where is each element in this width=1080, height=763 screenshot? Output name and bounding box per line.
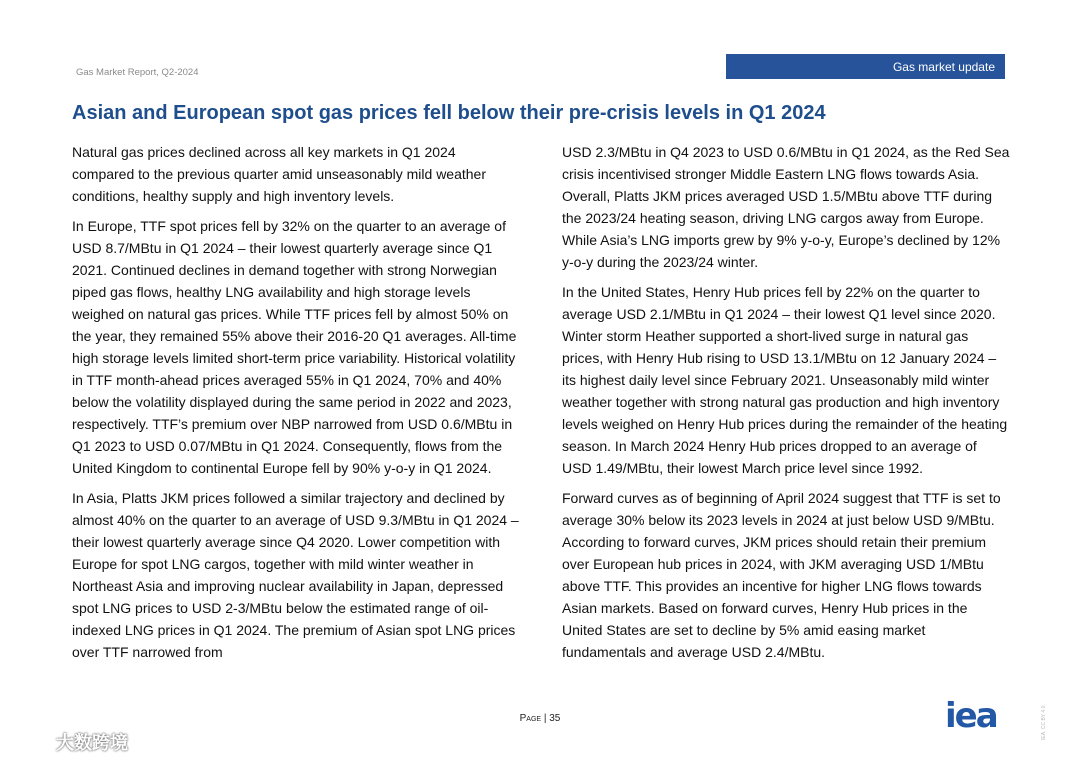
paragraph: In the United States, Henry Hub prices fell by 22% on the quarter to average USD 2.1/MBtu in Q1 2024 – their lowest Q1 level since 2020. Winter storm Heather supported a short-lived surge in natural gas prices, with Henry Hub rising to USD 13.1/MBtu on 12 January 2024 – its highest daily level since February 2021. Unseasonably mild winter weather together with strong natural gas production and high inventory levels weighed on Henry Hub prices during the remainder of the heating season. In March 2024 Henry Hub prices dropped to an average of USD 1.49/MBtu, their lowest March price level since 1992. (562, 284, 1008, 476)
watermark (10, 729, 128, 755)
paragraph: USD 2.3/MBtu in Q4 2023 to USD 0.6/MBtu in Q1 2024, as the Red Sea crisis incentivised stronger Middle Eastern LNG flows towards Asia. Overall, Platts JKM prices averaged USD 1.5/MBtu above TTF during the 2023/24 heating season, driving LNG cargos away from Europe. While Asia’s LNG imports grew by 9% y-o-y, Europe’s declined by 12% y-o-y during the 2023/24 winter. (562, 144, 1010, 270)
page-separator: | (541, 713, 550, 724)
right-column (562, 141, 1010, 671)
page-number-value: 35 (549, 713, 561, 724)
page-number (0, 713, 1080, 724)
paragraph: Forward curves as of beginning of April 2024 suggest that TTF is set to average 30% below its 2023 levels in 2024 at just below USD 9/MBtu. According to forward curves, JKM prices should retain their premium over European hub prices in 2024, with JKM averaging USD 1/MBtu above TTF. This provides an incentive for higher LNG flows towards Asian markets. Based on forward curves, Henry Hub prices in the United States are set to decline by 5% amid easing market fundamentals and average USD 2.4/MBtu. (562, 490, 1001, 660)
iea-logo: iea (945, 696, 997, 736)
license-text: IEA. CC BY 4.0. (1041, 704, 1047, 740)
watermark-text: 大数跨境 (56, 733, 128, 753)
watermark-logo-icon (10, 730, 50, 754)
page-word: Page (519, 713, 542, 724)
left-column (72, 141, 520, 671)
page-title: Asian and European spot gas prices fell below their pre-crisis levels in Q1 2024 (72, 102, 826, 124)
section-banner-label: Gas market update (892, 59, 995, 74)
paragraph: Natural gas prices declined across all key markets in Q1 2024 compared to the previous quarter amid unseasonably mild weather conditions, healthy supply and high inventory levels. (72, 144, 487, 204)
paragraph: In Europe, TTF spot prices fell by 32% on the quarter to an average of USD 8.7/MBtu in Q1 2024 – their lowest quarterly average since Q1 2021. Continued declines in demand together with strong Norwegian piped gas flows, healthy LNG availability and high storage levels weighed on natural gas prices. While TTF prices fell by almost 50% on the year, they remained 55% above their 2016-20 Q1 averages. All-time high storage levels limited short-term price variability. Historical volatility in TTF month-ahead prices averaged 55% in Q1 2024, 70% and 40% below the volatility displayed during the same period in 2022 and 2023, respectively. TTF’s premium over NBP narrowed from USD 0.6/MBtu in Q1 2023 to USD 0.07/MBtu in Q1 2024. Consequently, flows from the United Kingdom to continental Europe fell by 90% y-o-y in Q1 2024. (72, 218, 517, 476)
paragraph: In Asia, Platts JKM prices followed a similar trajectory and declined by almost 40% on the quarter to an average of USD 9.3/MBtu in Q1 2024 –their lowest quarterly average since Q4 2020. Lower competition with Europe for spot LNG cargos, together with mild winter weather in Northeast Asia and improving nuclear availability in Japan, depressed spot LNG prices to USD 2-3/MBtu below the estimated range of oil-indexed LNG prices in Q1 2024. The premium of Asian spot LNG prices over TTF narrowed from (72, 490, 519, 660)
section-banner (726, 54, 1005, 79)
report-label: Gas Market Report, Q2-2024 (76, 67, 199, 78)
